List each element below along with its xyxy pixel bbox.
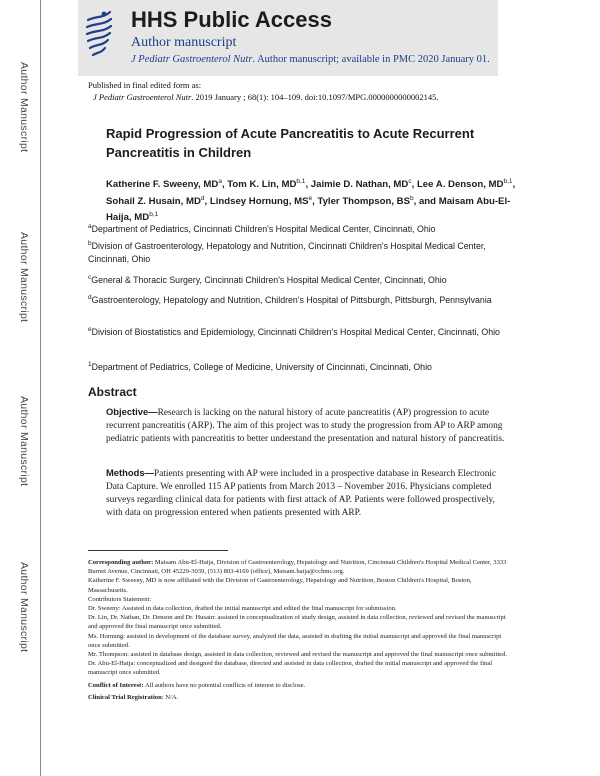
objective-label: Objective—	[106, 406, 158, 417]
author-affiliation-mark: b	[410, 194, 414, 202]
contributors-heading: Contributors Statement:	[88, 595, 152, 603]
paper-title: Rapid Progression of Acute Pancreatitis to Acute Recurrent Pancreatitis in Children	[106, 126, 475, 160]
sidebar-label-author-manuscript: Author Manuscript	[18, 62, 30, 153]
methods-text: Patients presenting with AP were included in a prospective database in Research Electronic Data Capture. We enrolled 115 AP patients from March 2013 – November 2016. Physicians completed surveys regarding clinical data for patients with first attack of AP. Patients were followed prospectively, with data on progression entered when patients presented with ARP.	[106, 469, 497, 518]
trial-text: : N/A.	[161, 693, 179, 701]
affiliation-text: Gastroenterology, Hepatology and Nutrition, Children's Hospital of Pittsburgh, Pittsburgh, Pennsylvania	[91, 294, 492, 305]
contributor-statement: Mr. Thompson: assisted in database design, assisted in data collection, reviewed and revised the manuscript and approved the final manuscript once submitted.	[88, 651, 508, 659]
author-name: Lindsey Hornung, MS	[209, 195, 309, 207]
affiliation-text: General & Thoracic Surgery, Cincinnati Children's Hospital Medical Center, Cincinnati, Ohio	[91, 274, 447, 285]
published-in-label: Published in final edited form as:	[88, 80, 202, 90]
corresponding-label: Corresponding author:	[88, 559, 154, 566]
affiliation-text: Department of Pediatrics, College of Medicine, University of Cincinnati, Cincinnati, Ohio	[91, 361, 432, 372]
sidebar-divider	[40, 0, 41, 776]
methods-label: Methods—	[106, 467, 154, 478]
author-affiliation-mark: b,1	[296, 178, 306, 185]
affiliation-mark: c	[88, 274, 92, 281]
author-affiliation-mark: b,1	[503, 178, 513, 185]
conflict-label: Conflict of Interest:	[88, 681, 144, 689]
affiliation-text: Department of Pediatrics, Cincinnati Children's Hospital Medical Center, Cincinnati, Ohio	[91, 223, 436, 234]
affiliation-text: Division of Gastroenterology, Hepatology and Nutrition, Cincinnati Children's Hospital Medical Center, Cincinnati, Ohio	[88, 240, 486, 265]
sidebar-label-author-manuscript: Author Manuscript	[18, 232, 30, 323]
footnotes	[88, 558, 510, 702]
affiliation-mark: a	[88, 223, 92, 230]
citation-journal: J Pediatr Gastroenterol Nutr	[93, 92, 192, 102]
journal-availability-line	[131, 53, 490, 67]
author-affiliation-mark: e	[308, 194, 313, 202]
conflict-text: All authors have no potential conflicts of interest to disclose.	[143, 681, 306, 689]
affiliation-mark: e	[88, 326, 92, 333]
affiliation-item	[88, 237, 508, 267]
contributor-statement: Dr. Lin, Dr. Nathan, Dr. Denson and Dr. Husain: assisted in conceptualization of study design, assisted in data collection, reviewed and revised the manuscript and approved the final manuscript once submitted.	[88, 614, 506, 631]
abstract-objective	[106, 405, 506, 446]
author-affiliation-mark: d	[200, 194, 205, 202]
author-affiliation-mark: a	[218, 178, 222, 185]
affiliation-item	[88, 271, 508, 287]
abstract-methods	[106, 466, 506, 520]
sidebar-label-author-manuscript: Author Manuscript	[18, 562, 30, 653]
affiliation-item	[88, 220, 508, 236]
affiliation-mark: 1	[88, 361, 92, 368]
affiliation-item	[88, 323, 508, 339]
affiliation-change-note: Katherine F. Sweeny, MD is now affiliated with the Division of Gastroenterology, Hepatology and Nutrition, Boston Children's Hospital, Boston, Massachusetts.	[88, 577, 472, 594]
contributor-statement: Dr. Sweeny: Assisted in data collection, drafted the initial manuscript and edited the final manuscript for submission.	[88, 605, 397, 613]
author-name: Tyler Thompson, BS	[317, 195, 411, 207]
trial-label: Clinical Trial Registration	[88, 693, 162, 701]
author-affiliation-mark: c	[408, 178, 412, 185]
author-name: Katherine F. Sweeny, MD	[106, 179, 219, 191]
affiliation-item	[88, 291, 508, 307]
clinical-trial-note	[88, 693, 510, 702]
author-affiliation-mark: b,1	[149, 211, 159, 219]
hhs-public-access-title: HHS Public Access	[131, 7, 332, 32]
affiliation-text: Division of Biostatistics and Epidemiology, Cincinnati Children's Hospital Medical Center, Cincinnati, Ohio	[91, 326, 500, 337]
author-name: Sohail Z. Husain, MD	[106, 195, 201, 207]
author-name: Maisam Abu-El-Haija, MD	[106, 195, 511, 224]
sidebar-label-author-manuscript: Author Manuscript	[18, 396, 30, 487]
journal-name: J Pediatr Gastroenterol Nutr	[131, 54, 253, 65]
affiliation-mark: d	[88, 294, 92, 301]
author-list: Katherine F. Sweeny, $MD^a$, Tom K. Lin, MD$^{b,1}$, Jaimie D. Nathan, $MD^c$, Lee A. Denson, MD$^{b,1}$, Sohail Z. Husain, $MD^d$, Lindsey Hornung, $MS^e$, Tyler Thompson, $BS^b$, and Maisam Abu-El-Haija, MD$^{b,1}$	[106, 178, 516, 224]
hhs-eagle-logo-icon	[84, 8, 114, 64]
citation-details: . 2019 January ; 68(1): 104–109. doi:10.1097/MPG.0000000000002145.	[191, 92, 439, 102]
availability-text: . Author manuscript; available in PMC 2020 January 01.	[252, 54, 490, 65]
author-manuscript-label: Author manuscript	[131, 35, 237, 50]
author-name: Jaimie D. Nathan, MD	[310, 179, 409, 191]
corresponding-text: Maisam Abu-El-Haija, Division of Gastroenterology, Hepatology and Nutrition, Cincinnati Children's Hospital Medical Center, 3333 Burnet Avenue, Cincinnati, OH 45229-3039, (513) 803-4169 (office), Maisam.haija@cchmc.org.	[88, 559, 507, 576]
corresponding-author-note	[88, 558, 510, 576]
author-name: Lee A. Denson, MD	[416, 179, 504, 191]
publication-citation	[93, 92, 439, 103]
contributor-statement: Dr. Abu-El-Haija: conceptualized and designed the database, directed and assisted in data collection, drafted the initial manuscript and approved the final manuscript once submitted.	[88, 660, 493, 677]
footnote-divider	[88, 550, 228, 551]
author-name: Tom K. Lin, MD	[227, 179, 297, 191]
abstract-heading: Abstract	[88, 385, 137, 399]
conflict-of-interest-note	[88, 681, 510, 690]
affiliation-mark: b	[88, 240, 92, 247]
objective-text: Research is lacking on the natural history of acute pancreatitis (AP) progression to acute recurrent pancreatitis (ARP). The aim of this project was to study the progression from AP to ARP among pediatric patients with pancreatitis to better understand the presentation and natural history of pancreatitis.	[106, 408, 505, 444]
affiliation-item	[88, 358, 508, 374]
contributor-statement: Ms. Hornung: assisted in development of the database survey, analyzed the data, assisted in drafting the initial manuscript and approved the final manuscript once submitted.	[88, 632, 502, 649]
